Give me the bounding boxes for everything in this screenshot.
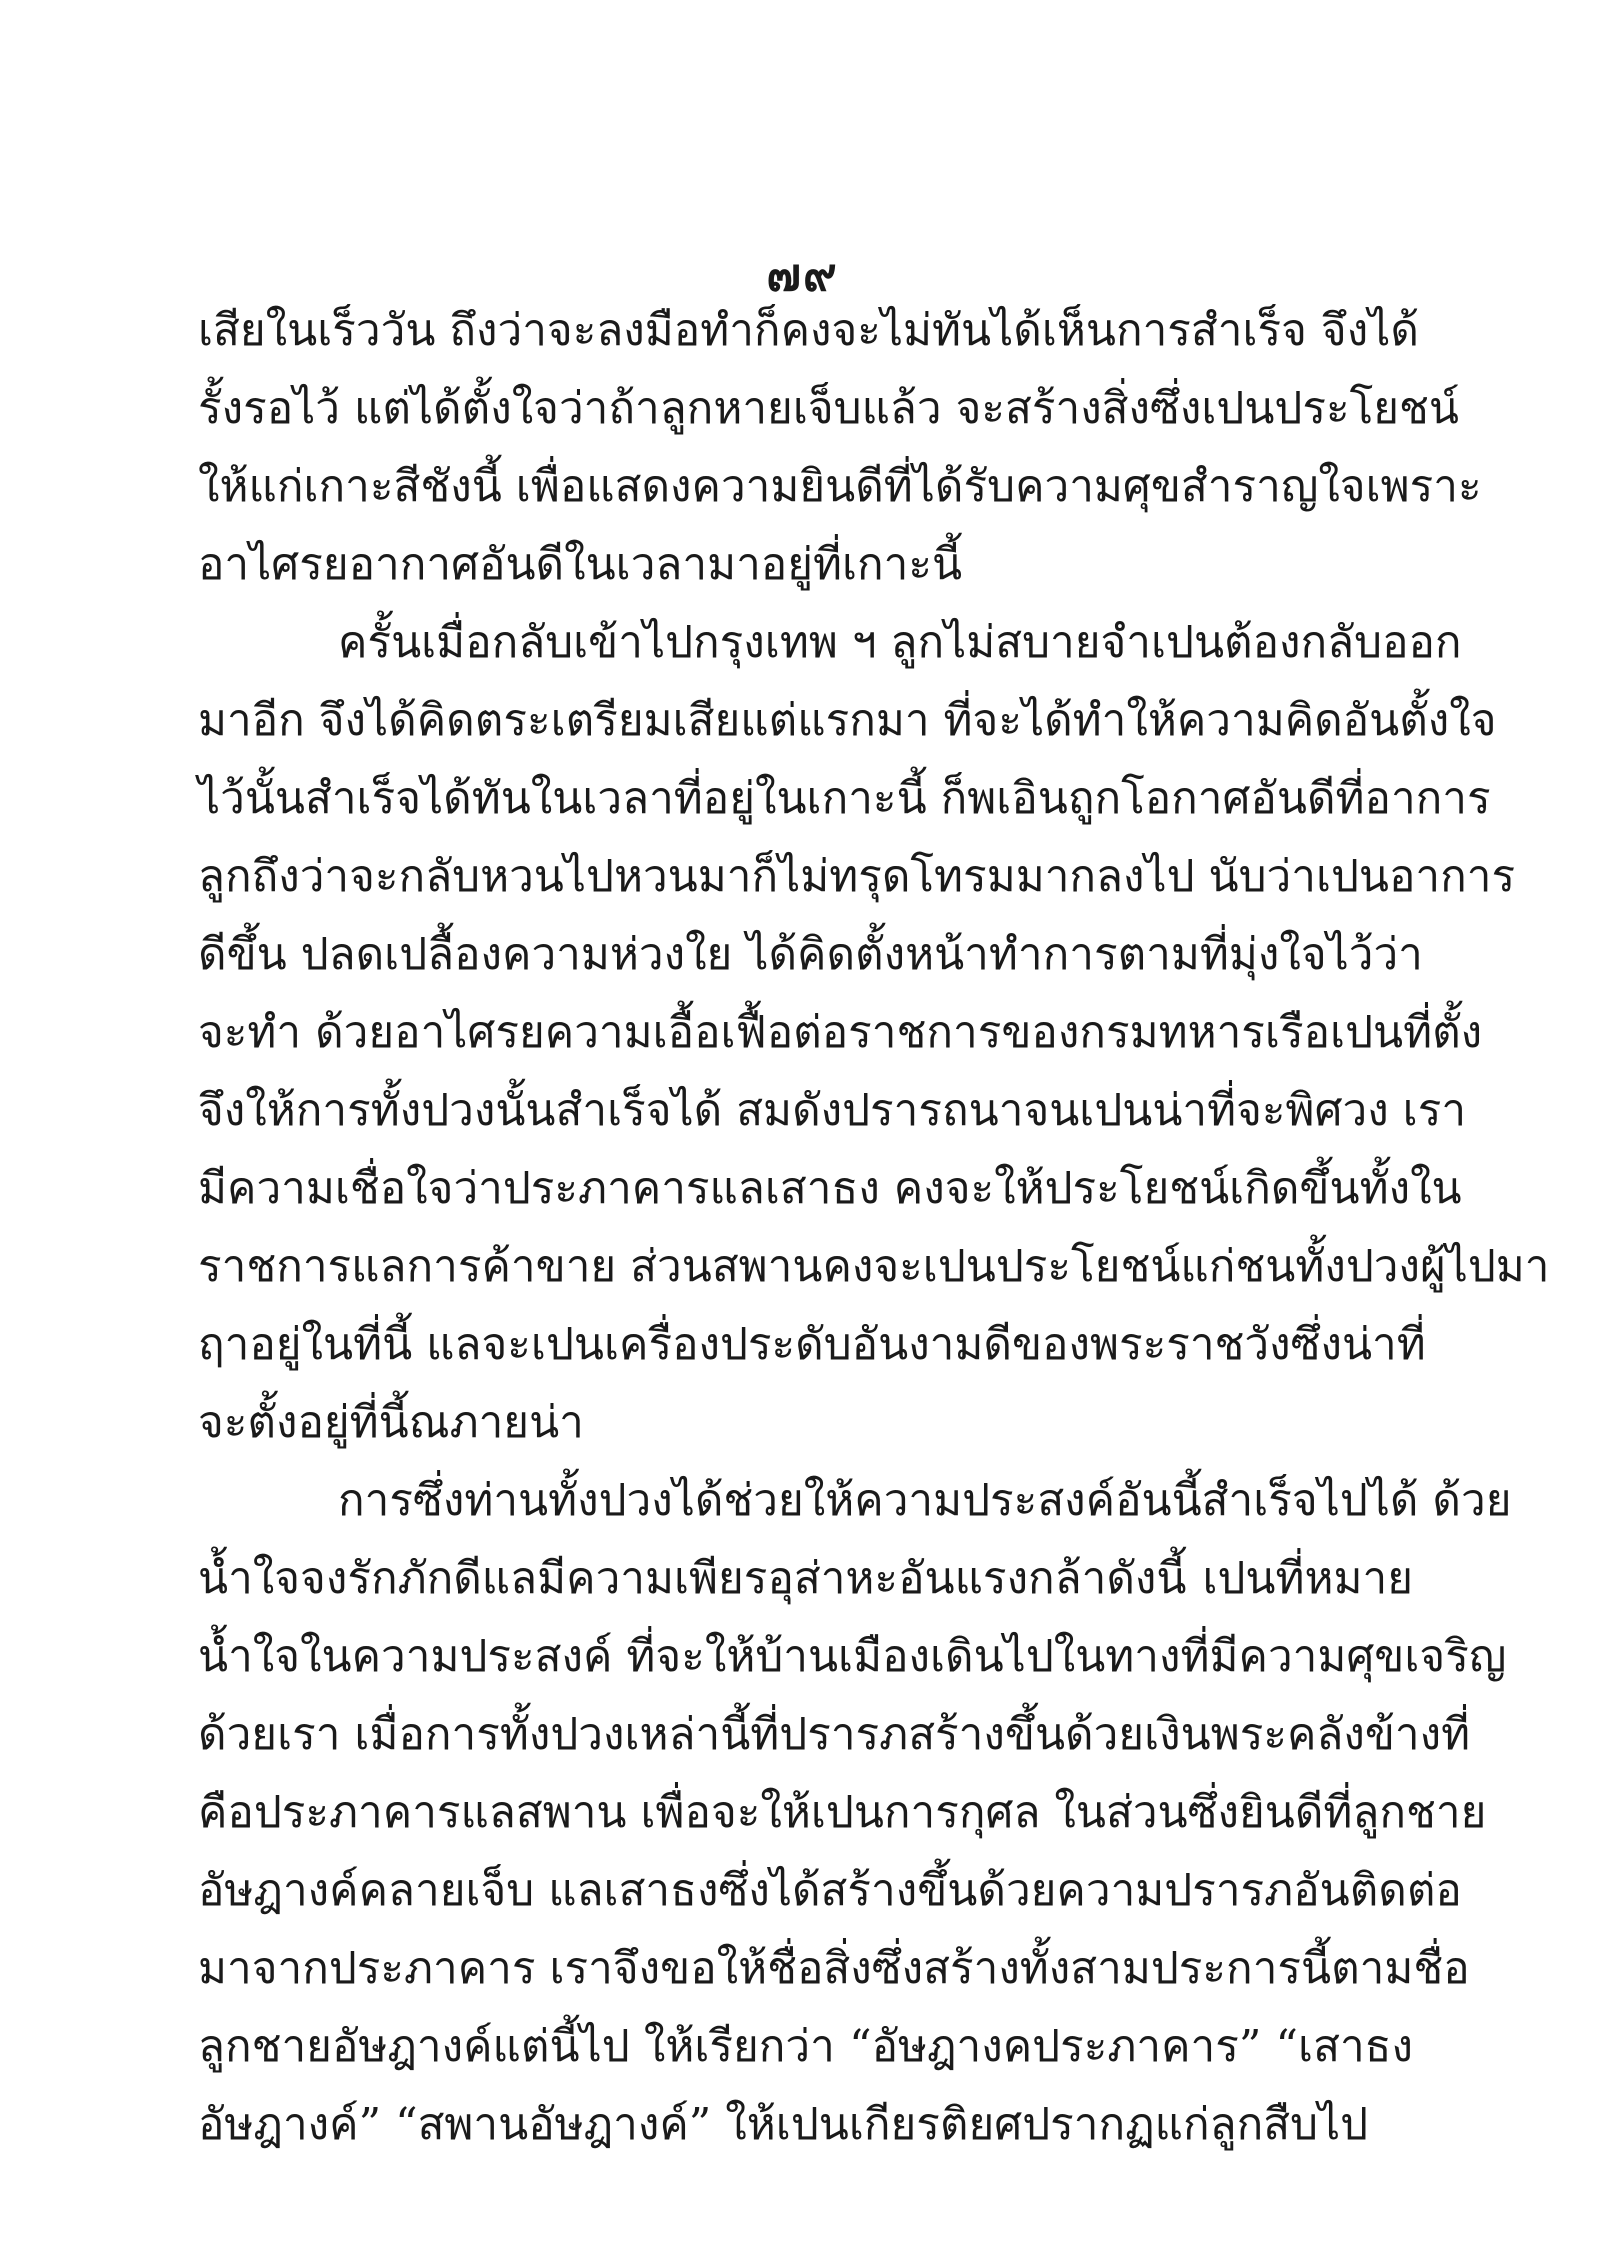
text-line: รั้งรอไว้ แต่ได้ตั้งใจว่าถ้าลูกหายเจ็บแล้ว จะสร้างสิ่งซึ่งเปนประโยชน์	[198, 383, 1459, 434]
text-line: จะทำ ด้วยอาไศรยความเอื้อเฟื้อต่อราชการของกรมทหารเรือเปนที่ตั้ง	[198, 1007, 1483, 1058]
text-line: ลูกถึงว่าจะกลับหวนไปหวนมาก็ไม่ทรุดโทรมมากลงไป นับว่าเปนอาการ	[198, 851, 1516, 902]
text-line: เสียในเร็ววัน ถึงว่าจะลงมือทำก็คงจะไม่ทันได้เห็นการสำเร็จ จึงได้	[198, 305, 1419, 356]
text-line: มีความเชื่อใจว่าประภาคารแลเสาธง คงจะให้ประโยชน์เกิดขึ้นทั้งใน	[198, 1163, 1462, 1214]
body-text	[198, 292, 1550, 2164]
text-line: น้ำใจในความประสงค์ ที่จะให้บ้านเมืองเดินไปในทางที่มีความศุขเจริญ	[198, 1631, 1507, 1682]
text-line: ไว้นั้นสำเร็จได้ทันในเวลาที่อยู่ในเกาะนี้ ก็พเอินถูกโอกาศอันดีที่อาการ	[198, 773, 1491, 824]
text-line: ลูกชายอัษฎางค์แต่นี้ไป ให้เรียกว่า “อัษฎางคประภาคาร” “เสาธง	[198, 2021, 1413, 2072]
text-line: ดีขึ้น ปลดเปลื้องความห่วงใย ได้คิดตั้งหน้าทำการตามที่มุ่งใจไว้ว่า	[198, 929, 1423, 980]
text-line: จึงให้การทั้งปวงนั้นสำเร็จได้ สมดังปรารถนาจนเปนน่าที่จะพิศวง เรา	[198, 1085, 1467, 1136]
text-line: อาไศรยอากาศอันดีในเวลามาอยู่ที่เกาะนี้	[198, 539, 963, 590]
text-line: ราชการแลการค้าขาย ส่วนสพานคงจะเปนประโยชน์แก่ชนทั้งปวงผู้ไปมา	[198, 1241, 1550, 1292]
page-number: ๗๙	[766, 247, 839, 301]
text-line: คือประภาคารแลสพาน เพื่อจะให้เปนการกุศล ในส่วนซึ่งยินดีที่ลูกชาย	[198, 1787, 1487, 1838]
text-line: ฤาอยู่ในที่นี้ แลจะเปนเครื่องประดับอันงามดีของพระราชวังซึ่งน่าที่	[198, 1319, 1426, 1370]
text-line: มาจากประภาคาร เราจึงขอให้ชื่อสิ่งซึ่งสร้างทั้งสามประการนี้ตามชื่อ	[198, 1943, 1470, 1994]
text-line: จะตั้งอยู่ที่นี้ณภายน่า	[198, 1397, 584, 1448]
text-line: ด้วยเรา เมื่อการทั้งปวงเหล่านี้ที่ปรารภสร้างขึ้นด้วยเงินพระคลังข้างที่	[198, 1709, 1471, 1760]
text-line: ให้แก่เกาะสีชังนี้ เพื่อแสดงความยินดีที่ได้รับความศุขสำราญใจเพราะ	[198, 461, 1482, 512]
text-line: ครั้นเมื่อกลับเข้าไปกรุงเทพ ฯ ลูกไม่สบายจำเปนต้องกลับออก	[338, 617, 1462, 668]
text-line: มาอีก จึงได้คิดตระเตรียมเสียแต่แรกมา ที่จะได้ทำให้ความคิดอันตั้งใจ	[198, 695, 1497, 746]
text-line: อัษฎางค์” “สพานอัษฎางค์” ให้เปนเกียรติยศปรากฏแก่ลูกสืบไป	[198, 2099, 1369, 2150]
text-line: น้ำใจจงรักภักดีแลมีความเพียรอุส่าหะอันแรงกล้าดังนี้ เปนที่หมาย	[198, 1553, 1413, 1604]
text-line: การซึ่งท่านทั้งปวงได้ช่วยให้ความประสงค์อันนี้สำเร็จไปได้ ด้วย	[338, 1475, 1512, 1526]
text-line: อัษฎางค์คลายเจ็บ แลเสาธงซึ่งได้สร้างขึ้นด้วยความปรารภอันติดต่อ	[198, 1865, 1462, 1916]
